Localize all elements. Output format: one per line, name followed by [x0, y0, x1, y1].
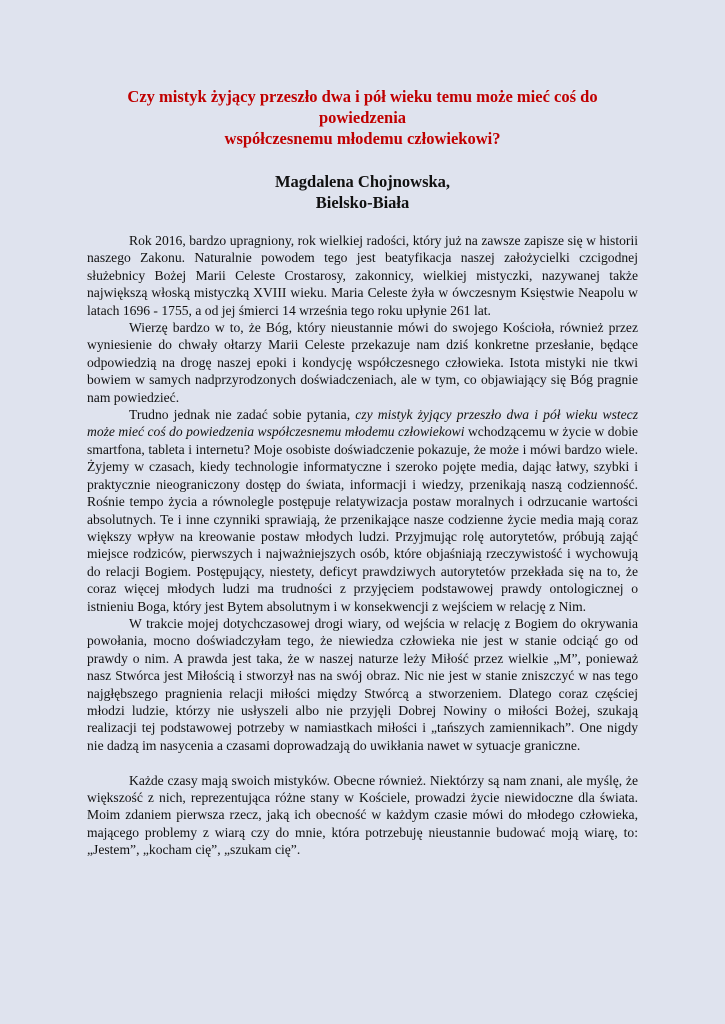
author-name: Magdalena Chojnowska,: [274, 172, 451, 191]
paragraph-5: Każde czasy mają swoich mistyków. Obecne również. Niektórzy są nam znani, ale myślę, że większość z nich, reprezentująca różne stany w Kościele, prowadzi życie niewidoczne dla świata. Moim zdaniem pierwsza rzecz, jaką ich obecność w każdym czasie mówi do młodego człowieka, mającego problemy z wiarą czy do mnie, która potrzebuję nieustannie budować moją wiarę, to: „Jestem”, „kocham cię”, „szukam cię”.: [87, 772, 638, 858]
paragraph-2: [87, 319, 638, 406]
author-block: [87, 171, 638, 213]
title-line-3: współczesnemu młodemu człowiekowi?: [224, 129, 501, 148]
paragraph-4: W trakcie mojej dotychczasowej drogi wiary, od wejścia w relację z Bogiem do okrywania powołania, mocno doświadczyłam tego, że niewiedza człowieka nie jest w stanie odciąć go od prawdy o nim. A prawda jest taka, że w naszej naturze leży Miłość przez wielkie „M”, ponieważ nasz Stwórca jest Miłością i stworzył nas na swój obraz. Nic nie jest w stanie zniszczyć w nas tego najgłębszego pragnienia relacji miłości między Stwórcą a stworzeniem. Dlatego coraz częściej młodzi ludzie, którzy nie usłyszeli albo nie przyjęli Dobrej Nowiny o miłości Bożej, szukają realizacji tej podstawowej potrzeby w namiastkach miłości i „tańszych zamiennikach”. One nigdy nie dadzą im nasycenia a czasami doprowadzają do uwikłania nawet w sytuacje graniczne.: [87, 615, 638, 753]
author-city: Bielsko-Biała: [315, 193, 410, 212]
paragraph-3-start: Trudno jednak nie zadać sobie pytania,: [129, 407, 356, 423]
paragraph-1: Rok 2016, bardzo upragniony, rok wielkiej radości, który już na zawsze zapisze się w historii naszego Zakonu. Naturalnie powodem tego jest beatyfikacja naszej założycielki czcigodnej służebnicy Bożej Marii Celeste Crostarosy, zakonnicy, wielkiej mistyczki, nazywanej także największą włoską mistyczką XVIII wieku. Maria Celeste żyła w ówczesnym Księstwie Neapolu w latach 1696 - 1755, a od jej śmierci 14 września tego roku upłynie 261 lat.: [87, 233, 638, 318]
paragraph-3-end: wchodzącemu w życie w dobie smartfona, tableta i internetu? Moje osobiste doświadczenie pokazuje, że może i mówi bardzo wiele. Żyjemy w czasach, kiedy technologie informatyczne i szeroko pojęte media, dając łatwy, szybki i praktycznie nieograniczony dostęp do świata, informacji i wiedzy, przenikają naszą codzienność. Rośnie tempo życia a równolegle postępuje relatywizacja postaw moralnych i odrzucanie wartości absolutnych. Te i inne czynniki sprawiają, że przenikające nasze codzienne życie media mają coraz większy wpływ na kreowanie postaw młodych ludzi. Przyjmując rolę autorytetów, próbują zająć miejsce rodziców, pierwszych i najważniejszych osób, które objaśniają rzeczywistość i wychowują do relacji Bogiem. Postępujący, niestety, deficyt prawdziwych autorytetów przekłada się na to, że coraz więcej młodych ludzi ma trudności z przyjęciem podstawowej prawdy ontologicznej o istnieniu Boga, który jest Bytem absolutnym i w konsekwencji z wejściem w relację z Nim.: [87, 424, 639, 614]
document-title: [87, 86, 638, 149]
paragraph-3: [87, 406, 638, 615]
paragraph-2-text: Wierzę bardzo w to, że Bóg, który nieustannie mówi do swojego Kościoła, również przez wyniesienie do chwały ołtarzy Marii Celeste przekazuje nam dziś konkretne przesłanie, będące odpowiedzią na drogę naszej epoki i kondycję współczesnego człowieka. Istota mistyki nie tkwi bowiem w samych nadprzyrodzonych doświadczeniach, ale w tym, co objawiający się Bóg pragnie nam powiedzieć.: [87, 320, 638, 405]
document-page: [87, 86, 638, 859]
paragraph-3-italic-question: czy mistyk żyjący przeszło dwa i pół wieku wstecz może mieć coś do powiedzenia współczesnemu młodemu człowiekowi: [87, 407, 639, 440]
title-line-1: Czy mistyk żyjący przeszło dwa i pół wieku temu może mieć coś do: [127, 87, 598, 106]
article-body: [87, 232, 638, 859]
title-line-2: powiedzenia: [318, 108, 407, 127]
